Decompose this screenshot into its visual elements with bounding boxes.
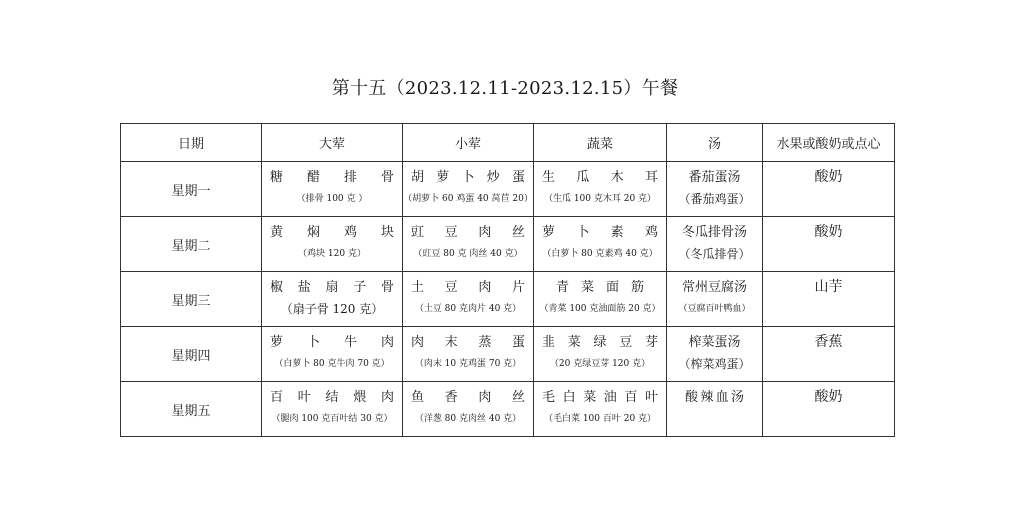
big-meat-cell bbox=[262, 382, 403, 437]
day-cell: 星期四 bbox=[121, 327, 262, 382]
fruit-item: 山芋 bbox=[814, 279, 843, 295]
small-meat-cell bbox=[403, 382, 534, 437]
table-row bbox=[121, 162, 895, 217]
big-meat-cell bbox=[262, 217, 403, 272]
dish-name: 韭菜绿豆芽 bbox=[542, 335, 658, 350]
soup-cell bbox=[667, 382, 763, 437]
header-soup: 汤 bbox=[667, 124, 763, 162]
fruit-item: 酸奶 bbox=[814, 169, 843, 185]
day-cell: 星期一 bbox=[121, 162, 262, 217]
small-meat-cell bbox=[403, 327, 534, 382]
dish-name: 椒盐扇子骨 bbox=[270, 280, 394, 295]
dish-name: 豇豆肉丝 bbox=[411, 225, 525, 240]
dish-name: 冬瓜排骨汤 bbox=[681, 225, 747, 240]
small-meat-cell bbox=[403, 162, 534, 217]
header-small-meat: 小荤 bbox=[403, 124, 534, 162]
vegetable-cell bbox=[534, 162, 667, 217]
dish-detail: （土豆 80 克肉片 40 克） bbox=[414, 304, 522, 314]
fruit-cell bbox=[763, 327, 895, 382]
dish-detail: （毛白菜 100 百叶 20 克） bbox=[543, 414, 657, 424]
dish-name: 鱼香肉丝 bbox=[411, 390, 525, 405]
dish-detail: （榨菜鸡蛋） bbox=[678, 357, 751, 371]
dish-name: 萝卜牛肉 bbox=[270, 335, 394, 350]
table-row bbox=[121, 272, 895, 327]
fruit-cell bbox=[763, 272, 895, 327]
big-meat-cell bbox=[262, 327, 403, 382]
table-row bbox=[121, 327, 895, 382]
dish-detail: （白萝卜 80 克素鸡 40 克） bbox=[542, 249, 658, 259]
fruit-item: 香蕉 bbox=[814, 334, 843, 350]
dish-detail: （青菜 100 克油面筋 20 克） bbox=[539, 304, 661, 314]
dish-name: 酸辣血汤 bbox=[685, 390, 744, 405]
dish-detail: （鸡块 120 克） bbox=[298, 249, 366, 259]
header-vegetable: 蔬菜 bbox=[534, 124, 667, 162]
day-cell: 星期三 bbox=[121, 272, 262, 327]
fruit-cell bbox=[763, 382, 895, 437]
dish-name: 青菜面筋 bbox=[556, 280, 644, 295]
header-date: 日期 bbox=[121, 124, 262, 162]
dish-detail: （20 克绿豆芽 120 克） bbox=[549, 359, 651, 369]
small-meat-cell bbox=[403, 217, 534, 272]
page-title: 第十五（2023.12.11-2023.12.15）午餐 bbox=[331, 78, 679, 99]
dish-name: 糖醋排骨 bbox=[270, 170, 394, 185]
vegetable-cell bbox=[534, 217, 667, 272]
big-meat-cell bbox=[262, 272, 403, 327]
header-row bbox=[121, 124, 895, 162]
table-row bbox=[121, 382, 895, 437]
dish-detail: （扇子骨 120 克） bbox=[280, 302, 384, 316]
dish-detail: （番茄鸡蛋） bbox=[678, 192, 751, 206]
big-meat-cell bbox=[262, 162, 403, 217]
dish-name: 常州豆腐汤 bbox=[681, 280, 747, 295]
fruit-cell bbox=[763, 217, 895, 272]
fruit-item: 酸奶 bbox=[814, 224, 843, 240]
dish-name: 榨菜蛋汤 bbox=[688, 335, 741, 350]
soup-cell bbox=[667, 327, 763, 382]
soup-cell bbox=[667, 162, 763, 217]
dish-detail: （胡萝卜 60 鸡蛋 40 莴苣 20） bbox=[403, 194, 533, 204]
dish-detail: （冬瓜排骨） bbox=[678, 247, 751, 261]
table-row bbox=[121, 217, 895, 272]
dish-name: 萝卜素鸡 bbox=[542, 225, 658, 240]
dish-name: 番茄蛋汤 bbox=[688, 170, 741, 185]
dish-detail: （生瓜 100 克木耳 20 克） bbox=[543, 194, 657, 204]
dish-name: 胡萝卜炒蛋 bbox=[411, 170, 525, 185]
dish-name: 土豆肉片 bbox=[411, 280, 525, 295]
vegetable-cell bbox=[534, 327, 667, 382]
fruit-item: 酸奶 bbox=[814, 389, 843, 405]
lunch-menu-table bbox=[120, 123, 895, 437]
dish-detail: （腿肉 100 克百叶结 30 克） bbox=[271, 414, 393, 424]
dish-name: 黄焖鸡块 bbox=[270, 225, 394, 240]
soup-cell bbox=[667, 217, 763, 272]
fruit-cell bbox=[763, 162, 895, 217]
dish-detail: （白萝卜 80 克牛肉 70 克） bbox=[274, 359, 390, 369]
dish-name: 毛白菜油百叶 bbox=[542, 390, 658, 405]
vegetable-cell bbox=[534, 382, 667, 437]
soup-cell bbox=[667, 272, 763, 327]
vegetable-cell bbox=[534, 272, 667, 327]
header-fruit: 水果或酸奶或点心 bbox=[763, 124, 895, 162]
day-cell: 星期五 bbox=[121, 382, 262, 437]
small-meat-cell bbox=[403, 272, 534, 327]
dish-detail: （肉末 10 克鸡蛋 70 克） bbox=[414, 359, 522, 369]
dish-detail: （豇豆 80 克 肉丝 40 克） bbox=[413, 249, 523, 259]
dish-name: 百叶结煨肉 bbox=[270, 390, 394, 405]
dish-detail: （洋葱 80 克肉丝 40 克） bbox=[414, 414, 522, 424]
header-big-meat: 大荤 bbox=[262, 124, 403, 162]
dish-name: 肉末蒸蛋 bbox=[411, 335, 525, 350]
day-cell: 星期二 bbox=[121, 217, 262, 272]
dish-detail: （排骨 100 克 ） bbox=[296, 194, 368, 204]
dish-detail: （豆腐百叶鸭血） bbox=[678, 304, 751, 314]
dish-name: 生瓜木耳 bbox=[542, 170, 658, 185]
